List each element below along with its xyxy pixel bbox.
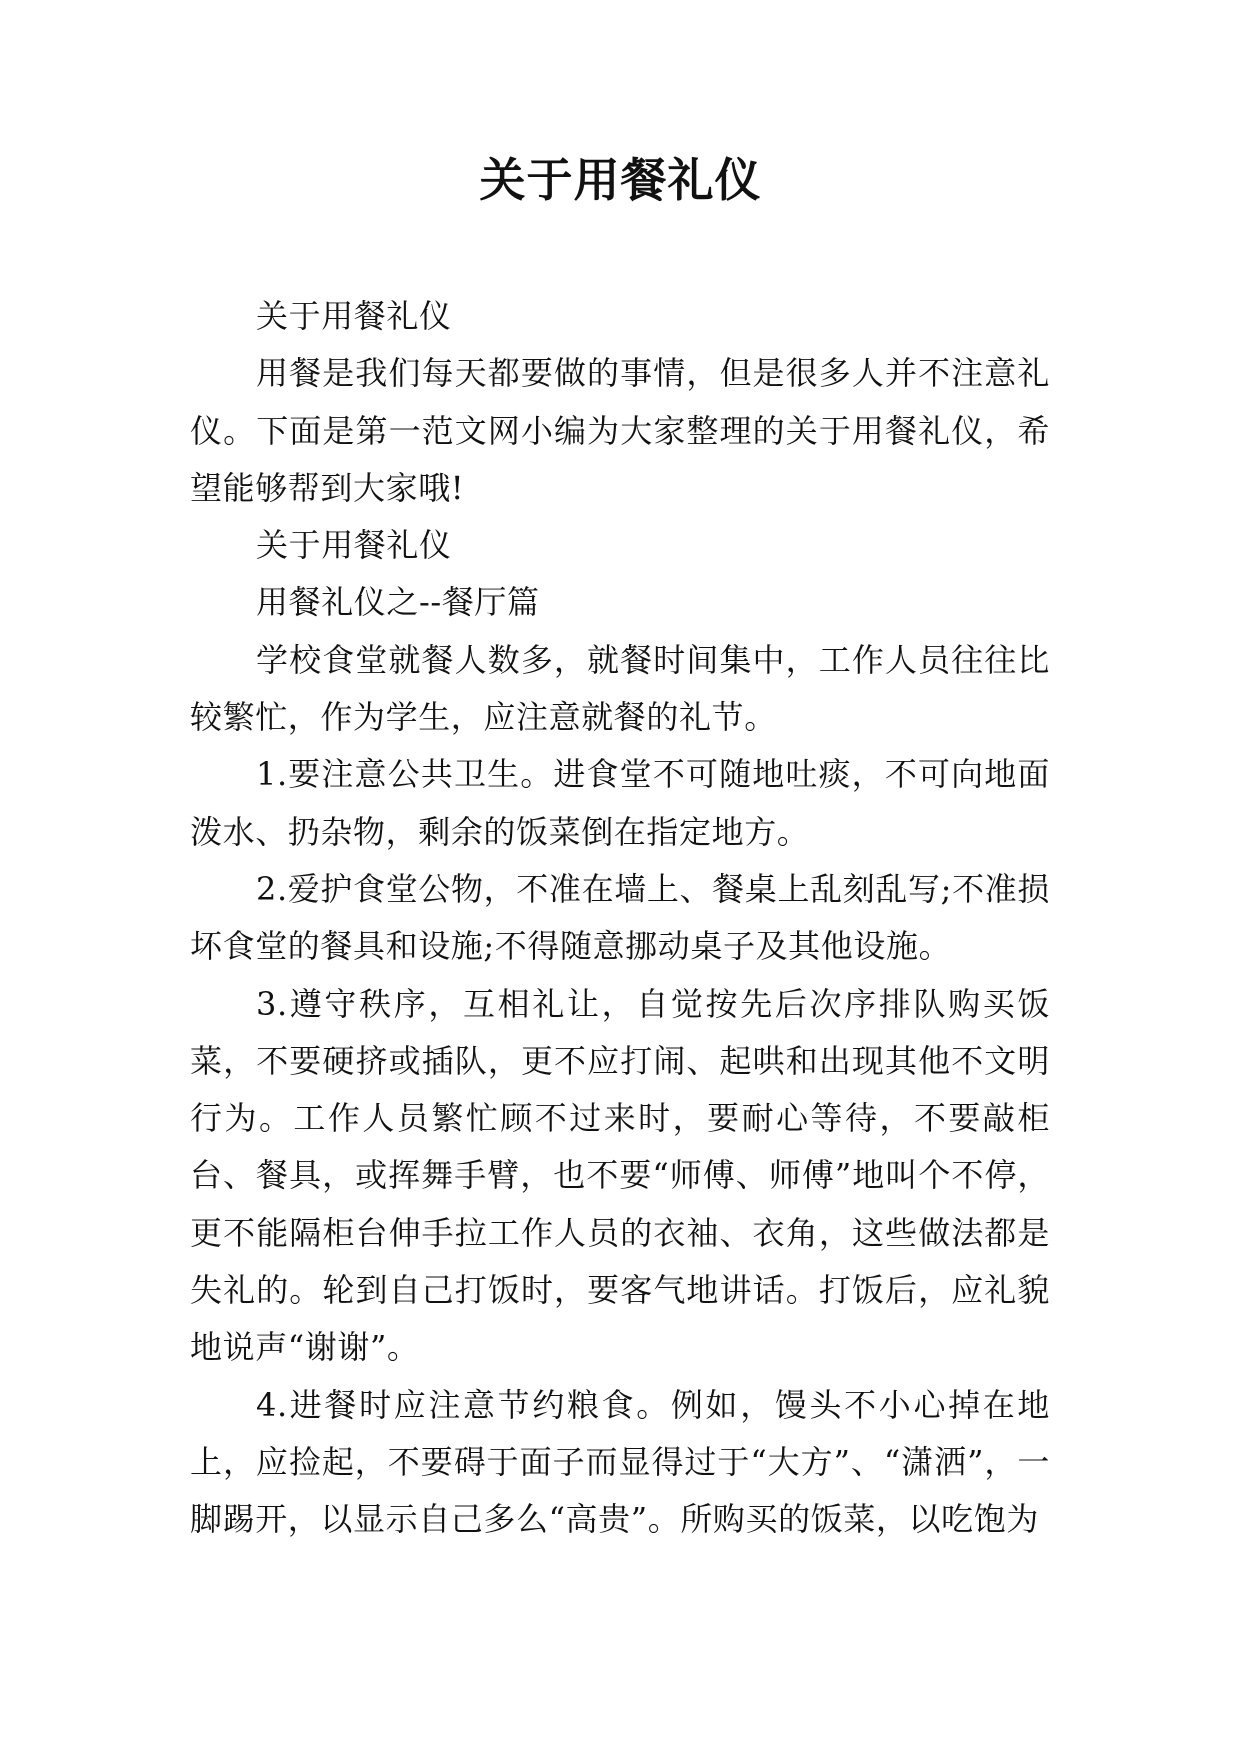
document-body xyxy=(190,288,1050,1549)
paragraph-intro: 用餐是我们每天都要做的事情，但是很多人并不注意礼仪。下面是第一范文网小编为大家整理的关于用餐礼仪，希望能够帮到大家哦! xyxy=(190,354,1050,507)
paragraph-canteen-intro: 学校食堂就餐人数多，就餐时间集中，工作人员往往比较繁忙，作为学生，应注意就餐的礼节。 xyxy=(190,640,1050,737)
paragraph-section-title: 用餐礼仪之--餐厅篇 xyxy=(256,583,540,622)
document-title: 关于用餐礼仪 xyxy=(479,153,762,207)
paragraph-rule-3: 3.遵守秩序，互相礼让，自觉按先后次序排队购买饭菜，不要硬挤或插队，更不应打闹、起哄和出现其他不文明行为。工作人员繁忙顾不过来时，要耐心等待，不要敲柜台、餐具，或挥舞手臂，也不要“师傅、师傅”地叫个不停，更不能隔柜台伸手拉工作人员的衣袖、衣角，这些做法都是失礼的。轮到自己打饭时，要客气地讲话。打饭后，应礼貌地说声“谢谢”。 xyxy=(190,984,1050,1367)
paragraph-heading: 关于用餐礼仪 xyxy=(256,297,452,335)
paragraph-rule-2: 2.爱护食堂公物，不准在墙上、餐桌上乱刻乱写;不准损坏食堂的餐具和设施;不得随意挪动桌子及其他设施。 xyxy=(190,869,1050,966)
paragraph-rule-4: 4.进餐时应注意节约粮食。例如，馒头不小心掉在地上，应捡起，不要碍于面子而显得过于“大方”、“潇洒”，一脚踢开，以显示自己多么“高贵”。所购买的饭菜，以吃饱为 xyxy=(190,1385,1050,1539)
paragraph-subheading: 关于用餐礼仪 xyxy=(256,526,452,565)
paragraph-rule-1: 1.要注意公共卫生。进食堂不可随地吐痰，不可向地面泼水、扔杂物，剩余的饭菜倒在指定地方。 xyxy=(190,755,1050,851)
